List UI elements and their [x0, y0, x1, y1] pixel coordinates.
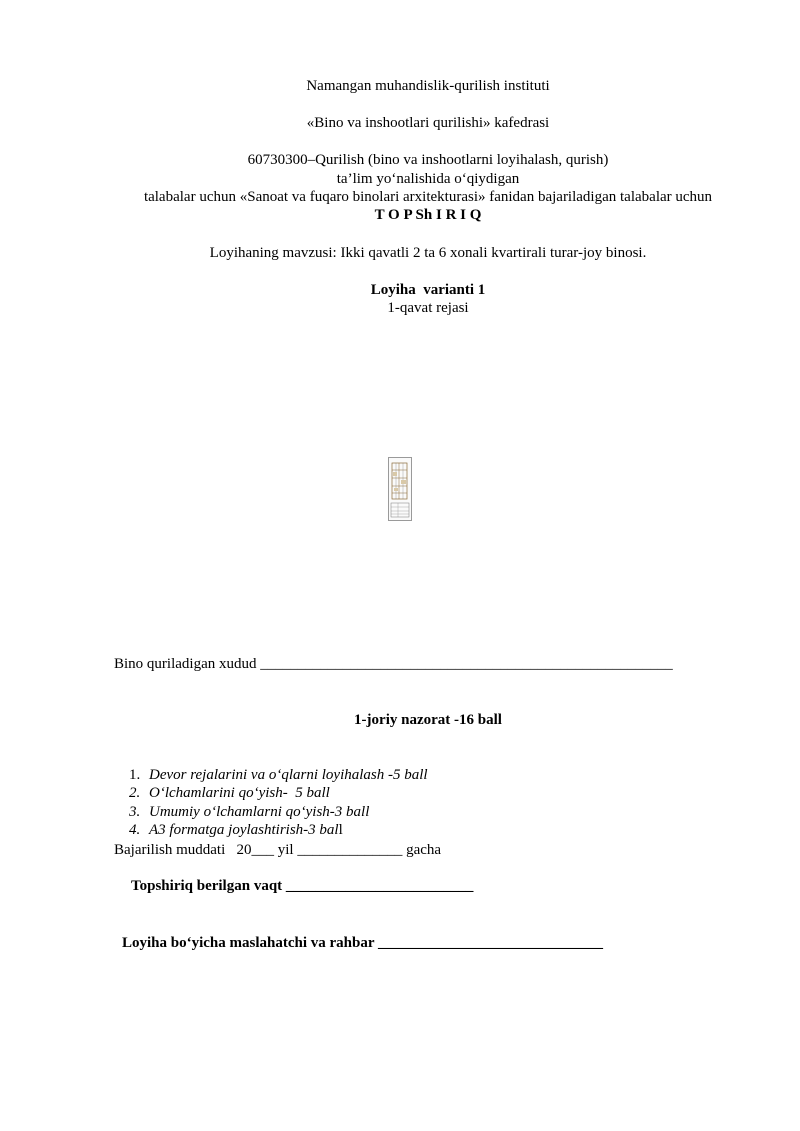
task-item-number: 1.: [129, 767, 141, 783]
control-title: 1-joriy nazorat -16 ball: [354, 712, 502, 728]
specialty-line: 60730300–Qurilish (bino va inshootlarni loyihalash, qurish): [247, 152, 609, 168]
advisor-signature-line: Loyiha bo‘yicha maslahatchi va rahbar ______________________________: [122, 935, 604, 951]
plan-caption: 1-qavat rejasi: [387, 300, 469, 316]
floor-plan-thumbnail: [388, 457, 412, 521]
task-item-text: Umumiy o‘lchamlarni qo‘yish-3 ball: [149, 804, 370, 820]
task-item-tail: l: [338, 822, 343, 838]
task-item-number: 3.: [129, 804, 141, 820]
floor-plan-drawing: [389, 458, 411, 520]
project-variant: Loyiha varianti 1: [370, 282, 486, 298]
task-item-text: Devor rejalarini va o‘qlarni loyihalash -5 ball: [149, 767, 428, 783]
department-name: «Bino va inshootlari qurilishi» kafedrasi: [306, 115, 550, 131]
document-title: T O P Sh I R I Q: [374, 207, 482, 223]
task-item-text: A3 formatga joylashtirish-3 bal: [149, 822, 339, 838]
issued-date-line: Topshiriq berilgan vaqt _________________________: [131, 878, 474, 894]
subject-line: talabalar uchun «Sanoat va fuqaro binolari arxitekturasi» fanidan bajariladigan talabalar uchun: [143, 189, 713, 205]
task-item-number: 2.: [129, 785, 141, 801]
task-item-text: O‘lchamlarini qo‘yish- 5 ball: [149, 785, 330, 801]
institute-name: Namangan muhandislik-qurilish instituti: [306, 78, 550, 94]
task-item-number: 4.: [129, 822, 141, 838]
deadline-line: Bajarilish muddati 20___ yil ______________ gacha: [114, 842, 442, 858]
project-topic: Loyihaning mavzusi: Ikki qavatli 2 ta 6 xonali kvartirali turar-joy binosi.: [209, 245, 647, 261]
site-field: Bino quriladigan xudud _______________________________________________________: [114, 656, 673, 672]
education-line: ta’lim yo‘nalishida o‘qiydigan: [336, 171, 520, 187]
